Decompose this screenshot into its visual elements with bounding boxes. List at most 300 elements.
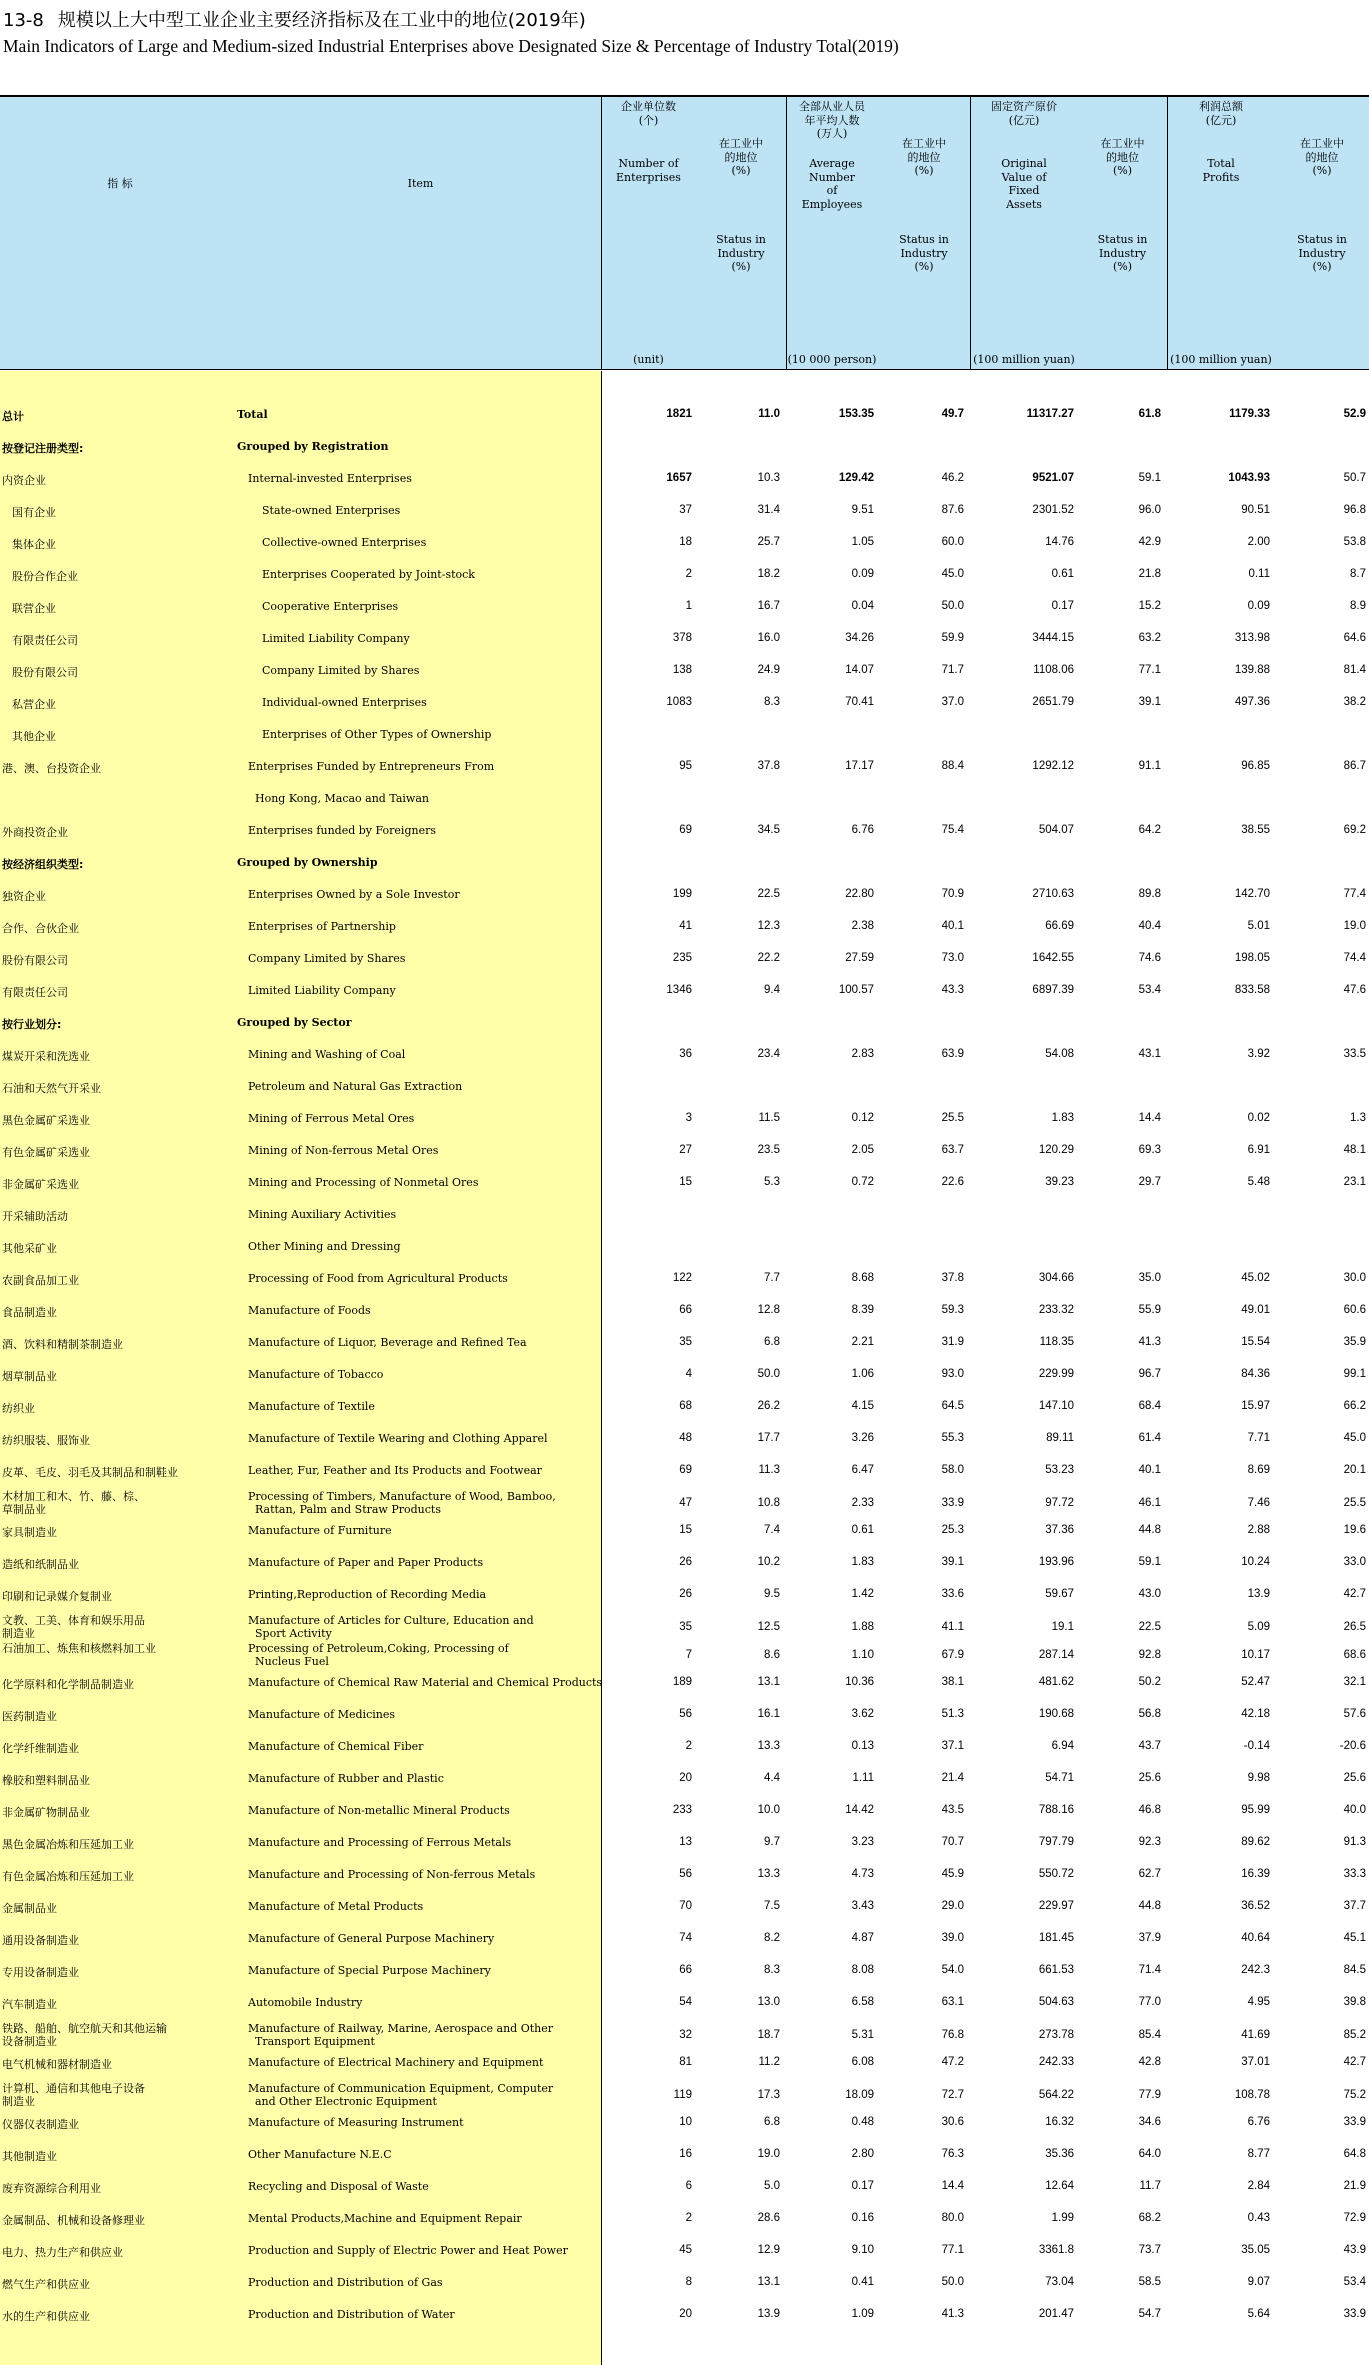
row-value: 1.05 — [851, 536, 874, 548]
row-label-en: Printing,Reproduction of Recording Media — [248, 1588, 487, 1601]
row-value: 35 — [679, 1621, 692, 1633]
row-value: 93.0 — [941, 1368, 964, 1380]
row-value: 76.3 — [941, 2148, 964, 2160]
row-value: 10.8 — [757, 1497, 780, 1509]
row-label-cn: 煤炭开采和洗选业 — [2, 1050, 90, 1063]
row-value: 70.7 — [941, 1836, 964, 1848]
row-value: 81.4 — [1343, 664, 1366, 676]
row-value: 37.9 — [1138, 1932, 1161, 1944]
table-row — [0, 1176, 1369, 1190]
row-label-en: Collective-owned Enterprises — [262, 536, 427, 549]
table-row — [0, 1996, 1369, 2010]
row-value: 25.3 — [941, 1524, 964, 1536]
row-value: 12.64 — [1045, 2180, 1074, 2192]
row-label-en: Mining of Ferrous Metal Ores — [248, 1112, 415, 1125]
row-label-en: Company Limited by Shares — [262, 664, 420, 677]
table-row — [0, 2180, 1369, 2194]
row-label-cn: 烟草制品业 — [2, 1370, 57, 1383]
row-value: 64.5 — [941, 1400, 964, 1412]
row-label-cn: 电气机械和器材制造业 — [2, 2058, 112, 2071]
table-row — [0, 856, 1369, 870]
row-label-en: Manufacture of Communication Equipment, Computer and Other Electronic Equipment — [248, 2082, 554, 2108]
row-value: 481.62 — [1038, 1676, 1074, 1688]
header-status-en: Status in Industry (%) — [1097, 233, 1148, 273]
row-value: 147.10 — [1038, 1400, 1074, 1412]
row-label-cn: 金属制品业 — [2, 1902, 57, 1915]
row-value: 43.3 — [941, 984, 964, 996]
row-value: 242.3 — [1241, 1964, 1270, 1976]
row-value: 16.0 — [757, 632, 780, 644]
row-value: 45 — [679, 2244, 692, 2256]
row-value: 45.9 — [941, 1868, 964, 1880]
row-label-cn: 开采辅助活动 — [2, 1210, 68, 1223]
row-value: 0.02 — [1247, 1112, 1270, 1124]
row-value: 8.3 — [764, 1964, 780, 1976]
row-label-cn: 黑色金属冶炼和压延加工业 — [2, 1838, 134, 1851]
row-value: 40.1 — [1138, 1464, 1161, 1476]
row-value: 17.17 — [845, 760, 874, 772]
table-row — [0, 2056, 1369, 2070]
row-value: 41.1 — [941, 1621, 964, 1633]
row-value: 41.69 — [1241, 2029, 1270, 2041]
table-row — [0, 1144, 1369, 1158]
row-label-en: Mining Auxiliary Activities — [248, 1208, 397, 1221]
row-value: 2.88 — [1247, 1524, 1270, 1536]
row-value: 2.33 — [851, 1497, 874, 1509]
row-value: 21.4 — [941, 1772, 964, 1784]
table-row — [0, 1868, 1369, 1882]
row-value: 53.4 — [1138, 984, 1161, 996]
row-value: 59.1 — [1138, 472, 1161, 484]
row-value: 66.2 — [1343, 1400, 1366, 1412]
row-value: 1.06 — [851, 1368, 874, 1380]
row-value: 1821 — [666, 408, 692, 420]
row-label-cn: 计算机、通信和其他电子设备 制造业 — [2, 2082, 145, 2108]
row-label-cn: 有色金属矿采选业 — [2, 1146, 90, 1159]
row-value: 1292.12 — [1032, 760, 1074, 772]
row-value: 33.9 — [1343, 2308, 1366, 2320]
row-value: 69.3 — [1138, 1144, 1161, 1156]
row-value: 0.41 — [851, 2276, 874, 2288]
row-value: 14.4 — [1138, 1112, 1161, 1124]
row-value: 6.08 — [851, 2056, 874, 2068]
row-value: 13.1 — [757, 1676, 780, 1688]
row-value: 27.59 — [845, 952, 874, 964]
row-value: 75.2 — [1343, 2089, 1366, 2101]
row-value: 47 — [679, 1497, 692, 1509]
row-label-en: Manufacture of Non-metallic Mineral Products — [248, 1804, 510, 1817]
row-value: 71.4 — [1138, 1964, 1161, 1976]
row-value: 11.5 — [758, 1112, 780, 1124]
row-value: 1657 — [666, 472, 692, 484]
table-row — [0, 792, 1369, 806]
row-value: 18.7 — [757, 2029, 780, 2041]
row-value: 2651.79 — [1032, 696, 1074, 708]
header-status-en: Status in Industry (%) — [899, 233, 949, 273]
table-row — [0, 728, 1369, 742]
row-value: 68 — [679, 1400, 692, 1412]
table-row — [0, 1336, 1369, 1350]
row-value: 31.9 — [941, 1336, 964, 1348]
row-value: 661.53 — [1038, 1964, 1074, 1976]
row-value: 42.7 — [1343, 2056, 1366, 2068]
header-profits-cn: 利润总额 (亿元) — [1199, 100, 1243, 127]
row-value: 52.47 — [1241, 1676, 1270, 1688]
table-row — [0, 2148, 1369, 2162]
row-value: 42.8 — [1138, 2056, 1161, 2068]
row-label-cn: 股份有限公司 — [12, 666, 78, 679]
row-value: 17.7 — [757, 1432, 780, 1444]
row-value: 4.87 — [851, 1932, 874, 1944]
table-row — [0, 1016, 1369, 1030]
row-value: 84.36 — [1241, 1368, 1270, 1380]
row-value: 22.2 — [757, 952, 780, 964]
row-label-cn: 独资企业 — [2, 890, 46, 903]
row-label-cn: 家具制造业 — [2, 1526, 57, 1539]
row-value: 63.7 — [941, 1144, 964, 1156]
row-value: 39.8 — [1343, 1996, 1366, 2008]
row-value: 1.99 — [1051, 2212, 1074, 2224]
row-label-cn: 按行业划分: — [2, 1018, 62, 1031]
header-enterprises-cn: 企业单位数 (个) — [621, 100, 676, 127]
row-value: 5.3 — [764, 1176, 780, 1188]
row-value: 9.51 — [851, 504, 874, 516]
header-fixed-assets-en: Original Value of Fixed Assets — [1001, 157, 1047, 211]
row-value: 89.8 — [1138, 888, 1161, 900]
row-value: 2 — [685, 1740, 692, 1752]
row-value: 139.88 — [1234, 664, 1270, 676]
row-value: 8.6 — [764, 1649, 780, 1661]
row-value: 36 — [679, 1048, 692, 1060]
table-row — [0, 1614, 1369, 1642]
row-value: 23.4 — [757, 1048, 780, 1060]
row-label-en: Manufacture of Railway, Marine, Aerospace and Other Transport Equipment — [248, 2022, 553, 2048]
row-value: 42.9 — [1138, 536, 1161, 548]
row-label-cn: 非金属矿采选业 — [2, 1178, 79, 1191]
row-value: 60.0 — [941, 536, 964, 548]
header-divider — [601, 97, 602, 370]
table-row — [0, 1240, 1369, 1254]
header-fixed-assets-cn: 固定资产原价 (亿元) — [991, 100, 1057, 127]
row-value: 119 — [673, 2089, 692, 2101]
row-value: 1346 — [666, 984, 692, 996]
table-row — [0, 1080, 1369, 1094]
table-row — [0, 984, 1369, 998]
row-value: 2.38 — [851, 920, 874, 932]
row-value: 46.2 — [941, 472, 964, 484]
table-row — [0, 1304, 1369, 1318]
row-value: 22.80 — [845, 888, 874, 900]
row-value: 53.23 — [1045, 1464, 1074, 1476]
row-value: 2.05 — [851, 1144, 874, 1156]
row-label-en: Hong Kong, Macao and Taiwan — [255, 792, 429, 805]
row-value: 39.0 — [941, 1932, 964, 1944]
row-value: 39.1 — [941, 1556, 964, 1568]
row-value: 99.1 — [1343, 1368, 1366, 1380]
row-value: 235 — [672, 952, 692, 964]
row-value: 72.7 — [941, 2089, 964, 2101]
row-value: 9.07 — [1247, 2276, 1270, 2288]
table-row — [0, 1112, 1369, 1126]
row-label-en: Processing of Food from Agricultural Products — [248, 1272, 508, 1285]
row-value: 30.0 — [1343, 1272, 1366, 1284]
row-value: 74 — [679, 1932, 692, 1944]
row-value: 142.70 — [1234, 888, 1270, 900]
row-label-cn: 黑色金属矿采选业 — [2, 1114, 90, 1127]
row-value: 29.0 — [941, 1900, 964, 1912]
row-value: 44.8 — [1138, 1900, 1161, 1912]
row-value: 19.6 — [1343, 1524, 1366, 1536]
row-value: 198.05 — [1234, 952, 1270, 964]
row-label-cn: 国有企业 — [12, 506, 56, 519]
table-row — [0, 408, 1369, 422]
row-value: 77.0 — [1138, 1996, 1161, 2008]
row-label-cn: 废弃资源综合利用业 — [2, 2182, 101, 2195]
row-value: 19.0 — [1343, 920, 1366, 932]
row-value: 2.00 — [1247, 536, 1270, 548]
row-value: 10.2 — [757, 1556, 780, 1568]
row-value: 0.12 — [851, 1112, 874, 1124]
row-value: 0.13 — [851, 1740, 874, 1752]
table-row — [0, 2022, 1369, 2050]
row-value: 53.4 — [1343, 2276, 1366, 2288]
row-label-cn: 化学纤维制造业 — [2, 1742, 79, 1755]
row-value: 35.05 — [1241, 2244, 1270, 2256]
row-value: 833.58 — [1234, 984, 1270, 996]
table-row — [0, 1964, 1369, 1978]
row-value: 8.69 — [1247, 1464, 1270, 1476]
row-value: 6 — [685, 2180, 692, 2192]
table-row — [0, 1400, 1369, 1414]
row-value: 46.8 — [1138, 1804, 1161, 1816]
row-value: 1043.93 — [1228, 472, 1270, 484]
row-label-en: Manufacture of Special Purpose Machinery — [248, 1964, 491, 1977]
row-value: 27 — [679, 1144, 692, 1156]
row-value: 73.7 — [1138, 2244, 1161, 2256]
row-value: 15.97 — [1241, 1400, 1270, 1412]
row-value: 15 — [679, 1176, 692, 1188]
row-label-cn: 非金属矿物制品业 — [2, 1806, 90, 1819]
table-row — [0, 1368, 1369, 1382]
row-value: 3444.15 — [1032, 632, 1074, 644]
row-label-en: Grouped by Registration — [237, 440, 389, 453]
row-value: 10.0 — [757, 1804, 780, 1816]
row-value: 81 — [679, 2056, 692, 2068]
row-value: 9.10 — [851, 2244, 874, 2256]
row-value: 77.1 — [941, 2244, 964, 2256]
row-value: 6.76 — [1247, 2116, 1270, 2128]
row-value: 26.2 — [757, 1400, 780, 1412]
row-value: 1.88 — [851, 1621, 874, 1633]
row-value: 3.43 — [851, 1900, 874, 1912]
header-status-en: Status in Industry (%) — [1297, 233, 1347, 273]
row-value: 378 — [672, 632, 692, 644]
row-value: 60.6 — [1343, 1304, 1366, 1316]
row-value: 28.6 — [757, 2212, 780, 2224]
row-value: 37 — [679, 504, 692, 516]
row-value: 1642.55 — [1032, 952, 1074, 964]
row-label-en: Manufacture of Chemical Raw Material and Chemical Products — [248, 1676, 603, 1689]
table-row — [0, 632, 1369, 646]
table-row — [0, 1464, 1369, 1478]
row-value: 1.11 — [852, 1772, 874, 1784]
table-row — [0, 760, 1369, 774]
row-value: 9.7 — [764, 1836, 780, 1848]
row-value: 33.9 — [941, 1497, 964, 1509]
row-value: 3.62 — [851, 1708, 874, 1720]
row-label-en: Manufacture of Textile Wearing and Clothing Apparel — [248, 1432, 548, 1445]
row-value: 550.72 — [1038, 1868, 1074, 1880]
row-value: 48 — [679, 1432, 692, 1444]
row-value: 61.4 — [1138, 1432, 1161, 1444]
row-value: 47.6 — [1343, 984, 1366, 996]
row-value: 10 — [679, 2116, 692, 2128]
row-value: 1.42 — [851, 1588, 874, 1600]
row-value: 45.0 — [941, 568, 964, 580]
row-value: 12.9 — [757, 2244, 780, 2256]
row-value: 0.04 — [851, 600, 874, 612]
row-label-en: Grouped by Sector — [237, 1016, 352, 1029]
header-employees-en: Average Number of Employees — [801, 157, 863, 211]
row-value: 4 — [685, 1368, 692, 1380]
row-value: 56 — [679, 1708, 692, 1720]
row-value: 96.7 — [1138, 1368, 1161, 1380]
row-value: 5.64 — [1247, 2308, 1270, 2320]
row-value: 69.2 — [1343, 824, 1366, 836]
row-value: 38.2 — [1343, 696, 1366, 708]
row-label-en: Enterprises funded by Foreigners — [248, 824, 436, 837]
row-value: 59.1 — [1138, 1556, 1161, 1568]
row-value: 77.4 — [1343, 888, 1366, 900]
row-value: 9.4 — [764, 984, 780, 996]
row-label-en: Enterprises Owned by a Sole Investor — [248, 888, 460, 901]
row-value: 40.0 — [1343, 1804, 1366, 1816]
table-row — [0, 1772, 1369, 1786]
row-value: 67.9 — [941, 1649, 964, 1661]
row-value: 87.6 — [941, 504, 964, 516]
table-row — [0, 440, 1369, 454]
row-value: 13.3 — [757, 1868, 780, 1880]
row-value: 59.3 — [941, 1304, 964, 1316]
row-value: 63.2 — [1138, 632, 1161, 644]
row-value: 49.7 — [941, 408, 964, 420]
row-label-en: Manufacture of Electrical Machinery and Equipment — [248, 2056, 544, 2069]
row-value: 12.8 — [757, 1304, 780, 1316]
row-value: 14.42 — [845, 1804, 874, 1816]
row-label-en: Internal-invested Enterprises — [248, 472, 412, 485]
row-label-en: Mining and Washing of Coal — [248, 1048, 406, 1061]
row-value: 10.3 — [757, 472, 780, 484]
row-value: 497.36 — [1234, 696, 1270, 708]
row-label-cn: 合作、合伙企业 — [2, 922, 79, 935]
row-label-en: Processing of Petroleum,Coking, Processing of Nucleus Fuel — [248, 1642, 509, 1668]
row-value: 0.09 — [851, 568, 874, 580]
row-value: 8.9 — [1350, 600, 1366, 612]
row-label-en: Manufacture of Foods — [248, 1304, 371, 1317]
row-value: 7.71 — [1247, 1432, 1270, 1444]
row-label-cn: 通用设备制造业 — [2, 1934, 79, 1947]
table-row — [0, 2276, 1369, 2290]
row-value: 45.1 — [1343, 1932, 1366, 1944]
row-value: 5.31 — [851, 2029, 874, 2041]
row-label-cn: 水的生产和供应业 — [2, 2310, 90, 2323]
row-value: 90.51 — [1241, 504, 1270, 516]
table-row — [0, 1524, 1369, 1538]
title-english: Main Indicators of Large and Medium-sized Industrial Enterprises above Designated Size & Percentage of Industry Total(2019) — [3, 36, 899, 56]
row-value: 89.11 — [1046, 1432, 1074, 1444]
row-label-en: Enterprises of Partnership — [248, 920, 396, 933]
table-row — [0, 888, 1369, 902]
row-value: 35.0 — [1138, 1272, 1161, 1284]
row-value: 2.80 — [851, 2148, 874, 2160]
row-value: 55.9 — [1138, 1304, 1161, 1316]
row-value: 88.4 — [941, 760, 964, 772]
row-value: 96.0 — [1138, 504, 1161, 516]
row-value: 21.9 — [1343, 2180, 1366, 2192]
row-value: 5.0 — [764, 2180, 780, 2192]
row-value: 16.7 — [757, 600, 780, 612]
header-enterprises-en: Number of Enterprises — [616, 157, 681, 184]
row-value: 6.94 — [1051, 1740, 1074, 1752]
row-value: 8.39 — [851, 1304, 874, 1316]
row-value: 273.78 — [1038, 2029, 1074, 2041]
row-value: 30.6 — [941, 2116, 964, 2128]
row-value: 64.2 — [1138, 824, 1161, 836]
row-label-cn: 橡胶和塑料制品业 — [2, 1774, 90, 1787]
row-label-en: Manufacture of Chemical Fiber — [248, 1740, 424, 1753]
table-row — [0, 568, 1369, 582]
row-value: 1.10 — [851, 1649, 874, 1661]
row-value: 16.39 — [1241, 1868, 1270, 1880]
table-row — [0, 1932, 1369, 1946]
row-value: 91.3 — [1343, 1836, 1366, 1848]
row-label-en: Cooperative Enterprises — [262, 600, 399, 613]
row-value: 504.63 — [1038, 1996, 1074, 2008]
row-label-cn: 化学原料和化学制品制造业 — [2, 1678, 134, 1691]
row-value: 73.04 — [1045, 2276, 1074, 2288]
row-label-cn: 金属制品、机械和设备修理业 — [2, 2214, 145, 2227]
row-value: 0.09 — [1247, 600, 1270, 612]
row-label-en: Manufacture of Tobacco — [248, 1368, 384, 1381]
table-row — [0, 1588, 1369, 1602]
row-value: 14.07 — [845, 664, 874, 676]
row-label-en: Limited Liability Company — [262, 632, 410, 645]
row-value: 0.72 — [851, 1176, 874, 1188]
row-value: 3.26 — [851, 1432, 874, 1444]
row-value: 6.47 — [851, 1464, 874, 1476]
row-label-cn: 印刷和记录媒介复制业 — [2, 1590, 112, 1603]
row-value: 41.3 — [941, 2308, 964, 2320]
row-value: 61.8 — [1138, 408, 1161, 420]
row-value: 22.6 — [941, 1176, 964, 1188]
row-value: 287.14 — [1038, 1649, 1074, 1661]
row-value: 53.8 — [1343, 536, 1366, 548]
row-label-en: Mining and Processing of Nonmetal Ores — [248, 1176, 479, 1189]
row-value: 22.5 — [757, 888, 780, 900]
row-value: 45.02 — [1241, 1272, 1270, 1284]
table-row — [0, 600, 1369, 614]
row-value: 85.2 — [1343, 2029, 1366, 2041]
row-value: 37.1 — [941, 1740, 964, 1752]
row-label-en: Manufacture of Medicines — [248, 1708, 395, 1721]
row-label-cn: 总计 — [2, 410, 24, 423]
row-value: 47.2 — [941, 2056, 964, 2068]
row-value: 4.15 — [851, 1400, 874, 1412]
table-row — [0, 1900, 1369, 1914]
data-table — [0, 95, 1369, 2340]
row-value: 54.71 — [1045, 1772, 1074, 1784]
row-label-en: Manufacture of Liquor, Beverage and Refined Tea — [248, 1336, 527, 1349]
